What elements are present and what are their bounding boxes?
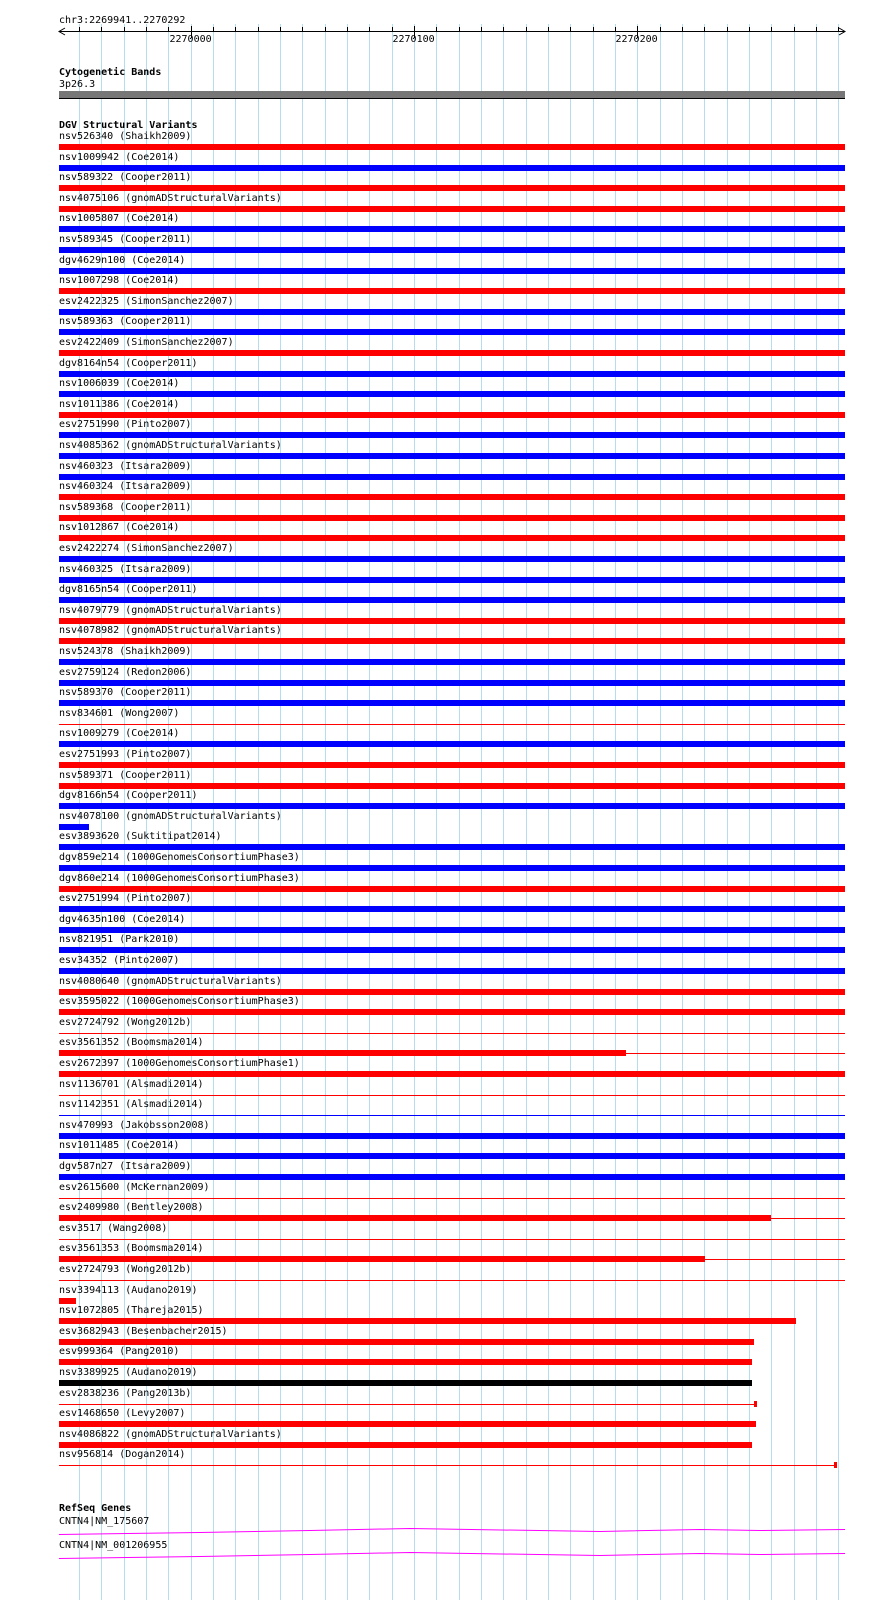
refseq-gene-label[interactable]: CNTN4|NM_175607: [59, 1516, 150, 1527]
dgv-feature-line[interactable]: [59, 1465, 836, 1466]
dgv-feature-bar[interactable]: [59, 741, 845, 747]
dgv-feature-label[interactable]: nsv821951 (Park2010): [59, 934, 180, 945]
dgv-feature-line[interactable]: [771, 1218, 845, 1219]
ruler-tick-label: 2270200: [615, 34, 658, 45]
dgv-feature-label[interactable]: esv3561352 (Boomsma2014): [59, 1037, 204, 1048]
dgv-feature-label[interactable]: nsv589363 (Cooper2011): [59, 316, 192, 327]
dgv-feature-line[interactable]: [59, 1095, 845, 1096]
dgv-feature-line[interactable]: [59, 724, 845, 725]
dgv-feature-bar[interactable]: [59, 1071, 845, 1077]
dgv-feature-end-cap[interactable]: [754, 1401, 757, 1407]
dgv-feature-bar[interactable]: [59, 350, 845, 356]
dgv-feature-bar[interactable]: [59, 1359, 752, 1365]
dgv-feature-label[interactable]: esv2838236 (Pang2013b): [59, 1388, 192, 1399]
dgv-feature-label[interactable]: nsv589322 (Cooper2011): [59, 172, 192, 183]
dgv-feature-bar[interactable]: [59, 844, 845, 850]
dgv-feature-label[interactable]: esv2422274 (SimonSanchez2007): [59, 543, 234, 554]
dgv-feature-bar[interactable]: [59, 824, 89, 830]
dgv-feature-label[interactable]: nsv4078982 (gnomADStructuralVariants): [59, 625, 282, 636]
dgv-feature-bar[interactable]: [59, 391, 845, 397]
dgv-feature-bar[interactable]: [59, 535, 845, 541]
dgv-feature-label[interactable]: nsv1142351 (Alsmadi2014): [59, 1099, 204, 1110]
dgv-feature-bar[interactable]: [59, 947, 845, 953]
dgv-feature-line[interactable]: [59, 1404, 756, 1405]
dgv-feature-bar[interactable]: [59, 185, 845, 191]
dgv-feature-bar[interactable]: [59, 1298, 76, 1304]
dgv-feature-label[interactable]: nsv460323 (Itsara2009): [59, 461, 192, 472]
dgv-feature-bar[interactable]: [59, 989, 845, 995]
dgv-feature-label[interactable]: nsv1005807 (Coe2014): [59, 213, 180, 224]
dgv-feature-label[interactable]: nsv4079779 (gnomADStructuralVariants): [59, 605, 282, 616]
dgv-feature-bar[interactable]: [59, 1256, 705, 1262]
dgv-feature-label[interactable]: nsv1072805 (Thareja2015): [59, 1305, 204, 1316]
ruler-tick-label: 2270100: [392, 34, 435, 45]
dgv-feature-label[interactable]: esv999364 (Pang2010): [59, 1346, 180, 1357]
dgv-feature-label[interactable]: esv2751994 (Pinto2007): [59, 893, 192, 904]
dgv-feature-label[interactable]: nsv1011386 (Coe2014): [59, 399, 180, 410]
ruler-tick-label: 2270000: [169, 34, 212, 45]
dgv-feature-label[interactable]: esv2751993 (Pinto2007): [59, 749, 192, 760]
dgv-feature-bar[interactable]: [59, 556, 845, 562]
dgv-feature-bar[interactable]: [59, 597, 845, 603]
dgv-feature-bar[interactable]: [59, 1442, 752, 1448]
dgv-feature-bar[interactable]: [59, 144, 845, 150]
dgv-feature-line[interactable]: [626, 1053, 845, 1054]
dgv-feature-bar[interactable]: [59, 226, 845, 232]
dgv-feature-label[interactable]: nsv4086822 (gnomADStructuralVariants): [59, 1429, 282, 1440]
dgv-feature-bar[interactable]: [59, 968, 845, 974]
dgv-feature-bar[interactable]: [59, 371, 845, 377]
dgv-feature-label[interactable]: esv2724792 (Wong2012b): [59, 1017, 192, 1028]
dgv-feature-bar[interactable]: [59, 1215, 771, 1221]
dgv-feature-label[interactable]: dgv8164n54 (Cooper2011): [59, 358, 198, 369]
dgv-feature-bar[interactable]: [59, 1380, 752, 1386]
dgv-feature-bar[interactable]: [59, 577, 845, 583]
dgv-feature-bar[interactable]: [59, 1050, 626, 1056]
dgv-feature-label[interactable]: nsv1009942 (Coe2014): [59, 152, 180, 163]
dgv-feature-bar[interactable]: [59, 165, 845, 171]
dgv-feature-line[interactable]: [59, 1239, 845, 1240]
dgv-feature-label[interactable]: esv2409980 (Bentley2008): [59, 1202, 204, 1213]
dgv-feature-label[interactable]: dgv859e214 (1000GenomesConsortiumPhase3): [59, 852, 300, 863]
dgv-feature-label[interactable]: esv2422409 (SimonSanchez2007): [59, 337, 234, 348]
dgv-feature-label[interactable]: nsv589345 (Cooper2011): [59, 234, 192, 245]
dgv-feature-label[interactable]: esv3561353 (Boomsma2014): [59, 1243, 204, 1254]
dgv-feature-bar[interactable]: [59, 680, 845, 686]
dgv-feature-label[interactable]: nsv834601 (Wong2007): [59, 708, 180, 719]
dgv-feature-bar[interactable]: [59, 453, 845, 459]
dgv-feature-line[interactable]: [59, 1033, 845, 1034]
dgv-feature-bar[interactable]: [59, 474, 845, 480]
dgv-feature-label[interactable]: nsv1009279 (Coe2014): [59, 728, 180, 739]
dgv-feature-label[interactable]: nsv589368 (Cooper2011): [59, 502, 192, 513]
dgv-feature-label[interactable]: esv2615600 (McKernan2009): [59, 1182, 210, 1193]
dgv-feature-bar[interactable]: [59, 1009, 845, 1015]
dgv-feature-label[interactable]: nsv470993 (Jakobsson2008): [59, 1120, 210, 1131]
dgv-feature-label[interactable]: nsv4078100 (gnomADStructuralVariants): [59, 811, 282, 822]
dgv-feature-bar[interactable]: [59, 247, 845, 253]
cytoband-bar[interactable]: [59, 91, 845, 99]
cytoband-label: 3p26.3: [59, 79, 96, 90]
dgv-feature-label[interactable]: dgv4635n100 (Coe2014): [59, 914, 186, 925]
dgv-feature-bar[interactable]: [59, 268, 845, 274]
dgv-feature-label[interactable]: nsv3394113 (Audano2019): [59, 1285, 198, 1296]
dgv-feature-bar[interactable]: [59, 412, 845, 418]
dgv-feature-label[interactable]: esv3682943 (Besenbacher2015): [59, 1326, 228, 1337]
dgv-feature-bar[interactable]: [59, 1421, 756, 1427]
dgv-feature-label[interactable]: nsv3389925 (Audano2019): [59, 1367, 198, 1378]
dgv-feature-label[interactable]: dgv8165n54 (Cooper2011): [59, 584, 198, 595]
dgv-feature-bar[interactable]: [59, 659, 845, 665]
dgv-feature-label[interactable]: nsv460325 (Itsara2009): [59, 564, 192, 575]
dgv-feature-line[interactable]: [59, 1198, 845, 1199]
dgv-feature-label[interactable]: dgv4629n100 (Coe2014): [59, 255, 186, 266]
dgv-feature-label[interactable]: dgv860e214 (1000GenomesConsortiumPhase3): [59, 873, 300, 884]
dgv-feature-label[interactable]: esv2759124 (Redon2006): [59, 667, 192, 678]
dgv-feature-bar[interactable]: [59, 1153, 845, 1159]
dgv-feature-bar[interactable]: [59, 288, 845, 294]
dgv-feature-label[interactable]: nsv589371 (Cooper2011): [59, 770, 192, 781]
dgv-feature-label[interactable]: esv1468650 (Levy2007): [59, 1408, 186, 1419]
dgv-feature-label[interactable]: dgv587n27 (Itsara2009): [59, 1161, 192, 1172]
dgv-feature-line[interactable]: [59, 1280, 845, 1281]
refseq-gene-label[interactable]: CNTN4|NM_001206955: [59, 1540, 168, 1551]
cytoband-track-title[interactable]: Cytogenetic Bands: [59, 67, 162, 78]
dgv-feature-label[interactable]: nsv4075106 (gnomADStructuralVariants): [59, 193, 282, 204]
ruler-location: chr3:2269941..2270292: [59, 15, 186, 26]
dgv-feature-label[interactable]: nsv524378 (Shaikh2009): [59, 646, 192, 657]
dgv-track-title[interactable]: DGV Structural Variants: [59, 120, 198, 131]
dgv-feature-label[interactable]: esv2751990 (Pinto2007): [59, 419, 192, 430]
dgv-feature-line[interactable]: [59, 1115, 845, 1116]
dgv-feature-bar[interactable]: [59, 206, 845, 212]
dgv-feature-bar[interactable]: [59, 803, 845, 809]
dgv-feature-bar[interactable]: [59, 927, 845, 933]
dgv-feature-label[interactable]: nsv1007298 (Coe2014): [59, 275, 180, 286]
dgv-feature-label[interactable]: nsv1136701 (Alsmadi2014): [59, 1079, 204, 1090]
dgv-feature-bar[interactable]: [59, 1174, 845, 1180]
dgv-feature-label[interactable]: nsv460324 (Itsara2009): [59, 481, 192, 492]
dgv-feature-label[interactable]: dgv8166n54 (Cooper2011): [59, 790, 198, 801]
dgv-feature-label[interactable]: esv3893620 (Suktitipat2014): [59, 831, 222, 842]
dgv-feature-label[interactable]: nsv956814 (Dogan2014): [59, 1449, 186, 1460]
dgv-feature-bar[interactable]: [59, 309, 845, 315]
dgv-feature-bar[interactable]: [59, 762, 845, 768]
dgv-feature-bar[interactable]: [59, 886, 845, 892]
dgv-feature-bar[interactable]: [59, 618, 845, 624]
dgv-feature-bar[interactable]: [59, 865, 845, 871]
dgv-feature-bar[interactable]: [59, 1318, 796, 1324]
dgv-feature-bar[interactable]: [59, 494, 845, 500]
dgv-feature-label[interactable]: esv2422325 (SimonSanchez2007): [59, 296, 234, 307]
dgv-feature-label[interactable]: nsv1011485 (Coe2014): [59, 1140, 180, 1151]
dgv-feature-label[interactable]: esv3517 (Wang2008): [59, 1223, 168, 1234]
dgv-feature-bar[interactable]: [59, 783, 845, 789]
dgv-feature-bar[interactable]: [59, 515, 845, 521]
dgv-feature-bar[interactable]: [59, 700, 845, 706]
dgv-feature-label[interactable]: nsv589370 (Cooper2011): [59, 687, 192, 698]
refseq-track-title[interactable]: RefSeq Genes: [59, 1503, 132, 1514]
dgv-feature-label[interactable]: esv34352 (Pinto2007): [59, 955, 180, 966]
dgv-feature-bar[interactable]: [59, 329, 845, 335]
dgv-feature-bar[interactable]: [59, 638, 845, 644]
dgv-feature-label[interactable]: esv2724793 (Wong2012b): [59, 1264, 192, 1275]
dgv-feature-label[interactable]: nsv526340 (Shaikh2009): [59, 131, 192, 142]
dgv-feature-bar[interactable]: [59, 1339, 754, 1345]
dgv-feature-label[interactable]: esv3595022 (1000GenomesConsortiumPhase3): [59, 996, 300, 1007]
dgv-feature-label[interactable]: nsv4080640 (gnomADStructuralVariants): [59, 976, 282, 987]
dgv-feature-bar[interactable]: [59, 432, 845, 438]
dgv-feature-line[interactable]: [705, 1259, 845, 1260]
dgv-feature-bar[interactable]: [59, 1133, 845, 1139]
dgv-feature-label[interactable]: nsv4085362 (gnomADStructuralVariants): [59, 440, 282, 451]
dgv-feature-label[interactable]: esv2672397 (1000GenomesConsortiumPhase1): [59, 1058, 300, 1069]
dgv-feature-bar[interactable]: [59, 906, 845, 912]
dgv-feature-label[interactable]: nsv1012867 (Coe2014): [59, 522, 180, 533]
dgv-feature-label[interactable]: nsv1006039 (Coe2014): [59, 378, 180, 389]
dgv-feature-end-cap[interactable]: [834, 1462, 837, 1468]
